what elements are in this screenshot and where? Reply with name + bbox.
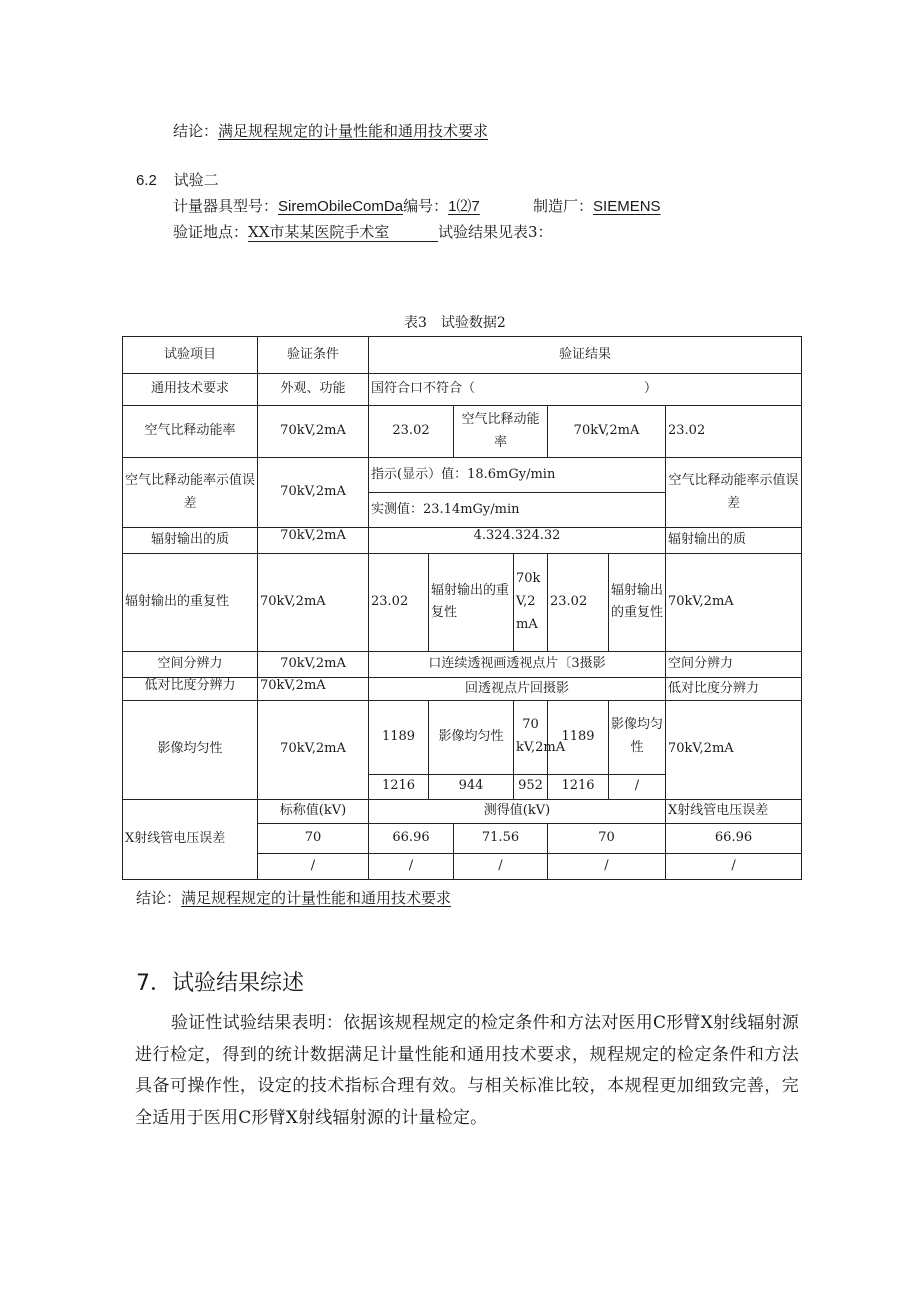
row-quality (123, 528, 802, 554)
cell-result: 回透视点片回摄影 (369, 677, 666, 700)
maker-label: 制造厂： (533, 197, 594, 215)
conclusion-1-text: 满足规程规定的计量性能和通用技术要求 (218, 122, 489, 140)
cell-value: 952 (514, 774, 548, 799)
cell-value: / (548, 853, 666, 879)
conclusion-1-label: 结论： (173, 122, 219, 140)
cell-value: 空间分辨力 (666, 651, 802, 677)
cell-value: 辐射输出的重复性 (609, 554, 666, 651)
serial-value: 1⑵7 (448, 198, 480, 215)
cell-value: 辐射输出的质 (666, 528, 802, 554)
cell-item: X射线管电压误差 (123, 799, 258, 879)
cell-result: 口连续透视画透视点片〔3摄影 (369, 651, 666, 677)
cell-label: 标称值(kV) (258, 799, 369, 823)
cell-value: X射线管电压误差 (666, 799, 802, 823)
cell-value: 23.02 (369, 554, 429, 651)
site-line (173, 221, 553, 242)
results-ref: 试验结果见表3： (438, 223, 553, 241)
cell-value: 空气比释动能率示值误差 (666, 458, 802, 528)
cell-condition: 外观、功能 (258, 374, 369, 406)
cell-value: / (454, 853, 548, 879)
manufacturer-line (533, 195, 661, 216)
cell-item: 空气比释动能率示值误差 (123, 458, 258, 528)
cell-condition: 70kV,2mA (258, 528, 369, 554)
cell-value: 23.02 (548, 554, 609, 651)
cell-value: 1216 (548, 774, 609, 799)
cell-value: 66.96 (666, 823, 802, 853)
section-number: 6.2 (136, 172, 157, 189)
cell-value: 辐射输出的重复性 (429, 554, 514, 651)
site-value: XX市某某医院手术室 (248, 224, 438, 242)
cell-value: 23.02 (666, 406, 802, 458)
cell-value: 影像均匀性 (429, 700, 514, 774)
model-value: SiremObileComDa (278, 198, 404, 215)
cell-item: 低对比度分辨力 (123, 677, 258, 700)
cell-item: 空气比释动能率 (123, 406, 258, 458)
cell-condition: 70kV,2mA (258, 651, 369, 677)
section-7-heading: 7．试验结果综述 (136, 971, 304, 996)
instrument-model-line (173, 195, 496, 216)
cell-value: 70kV,2mA (666, 700, 802, 799)
cell-value: 影像均匀性 (609, 700, 666, 774)
cell-value: 71.56 (454, 823, 548, 853)
header-condition: 验证条件 (258, 337, 369, 374)
cell-indicated: 指示(显示）值：18.6mGy/min (369, 458, 666, 493)
test-data-table (122, 336, 802, 880)
cell-measured: 实测值：23.14mGy/min (369, 493, 666, 528)
cell-value: 23.02 (369, 406, 454, 458)
cell-value: 70kV,2mA (548, 406, 666, 458)
cell-value: 低对比度分辨力 (666, 677, 802, 700)
row-general (123, 374, 802, 406)
maker-value: SIEMENS (593, 198, 661, 215)
cell-value: / (666, 853, 802, 879)
row-tube-voltage (123, 799, 802, 823)
section-7-paragraph: 验证性试验结果表明：依据该规程规定的检定条件和方法对医用C形臂X射线辐射源进行检定，得到的统计数据满足计量性能和通用技术要求，规程规定的检定条件和方法具备可操作性，设定的技术指标合理有效。与相关标准比较，本规程更加细致完善，完全适用于医用C形臂X射线辐射源的计量检定。 (135, 1013, 799, 1128)
cell-value: 1189 (369, 700, 429, 774)
cell-value: 70 (548, 823, 666, 853)
cell-value: 70kV,2mA (666, 554, 802, 651)
cell-condition: 70kV,2mA (258, 700, 369, 799)
site-label: 验证地点： (173, 223, 249, 241)
header-item: 试验项目 (123, 337, 258, 374)
cell-item: 辐射输出的重复性 (123, 554, 258, 651)
cell-result: 4.324.324.32 (369, 528, 666, 554)
cell-result: 国符合口不符合（ ） (369, 374, 802, 406)
row-kerma (123, 406, 802, 458)
cell-value: 944 (429, 774, 514, 799)
conclusion-2-text: 满足规程规定的计量性能和通用技术要求 (181, 889, 452, 907)
cell-condition: 70kV,2mA (258, 677, 369, 700)
cell-condition: 70kV,2mA (258, 458, 369, 528)
cell-value: 1189 (548, 700, 609, 774)
row-repeatability (123, 554, 802, 651)
section-6-2-heading (136, 169, 219, 190)
cell-value: 70kV,2mA (258, 554, 369, 651)
table-header-row (123, 337, 802, 374)
cell-value: 70 (258, 823, 369, 853)
cell-item: 辐射输出的质 (123, 528, 258, 554)
conclusion-1 (173, 120, 488, 141)
cell-value: 70kV,2mA (514, 554, 548, 651)
row-kerma-error (123, 458, 802, 493)
cell-value: 66.96 (369, 823, 454, 853)
row-uniformity (123, 700, 802, 774)
cell-value: 70kV,2mA (258, 406, 369, 458)
cell-item: 通用技术要求 (123, 374, 258, 406)
cell-value: 空气比释动能率 (454, 406, 548, 458)
cell-item: 影像均匀性 (123, 700, 258, 799)
cell-value: 1216 (369, 774, 429, 799)
serial-label: 编号： (403, 197, 449, 215)
header-result: 验证结果 (369, 337, 802, 374)
cell-value: / (369, 853, 454, 879)
conclusion-2-label: 结论： (136, 889, 182, 907)
cell-item: 空间分辨力 (123, 651, 258, 677)
row-spatial (123, 651, 802, 677)
cell-value: / (258, 853, 369, 879)
cell-value: 70 kV,2mA (514, 700, 548, 774)
cell-label: 测得值(kV) (369, 799, 666, 823)
table-caption: 表3 试验数据2 (404, 315, 506, 331)
conclusion-2 (136, 887, 451, 908)
model-label: 计量器具型号： (173, 197, 279, 215)
row-low-contrast (123, 677, 802, 700)
section-title: 试验二 (173, 171, 219, 189)
cell-value: / (609, 774, 666, 799)
